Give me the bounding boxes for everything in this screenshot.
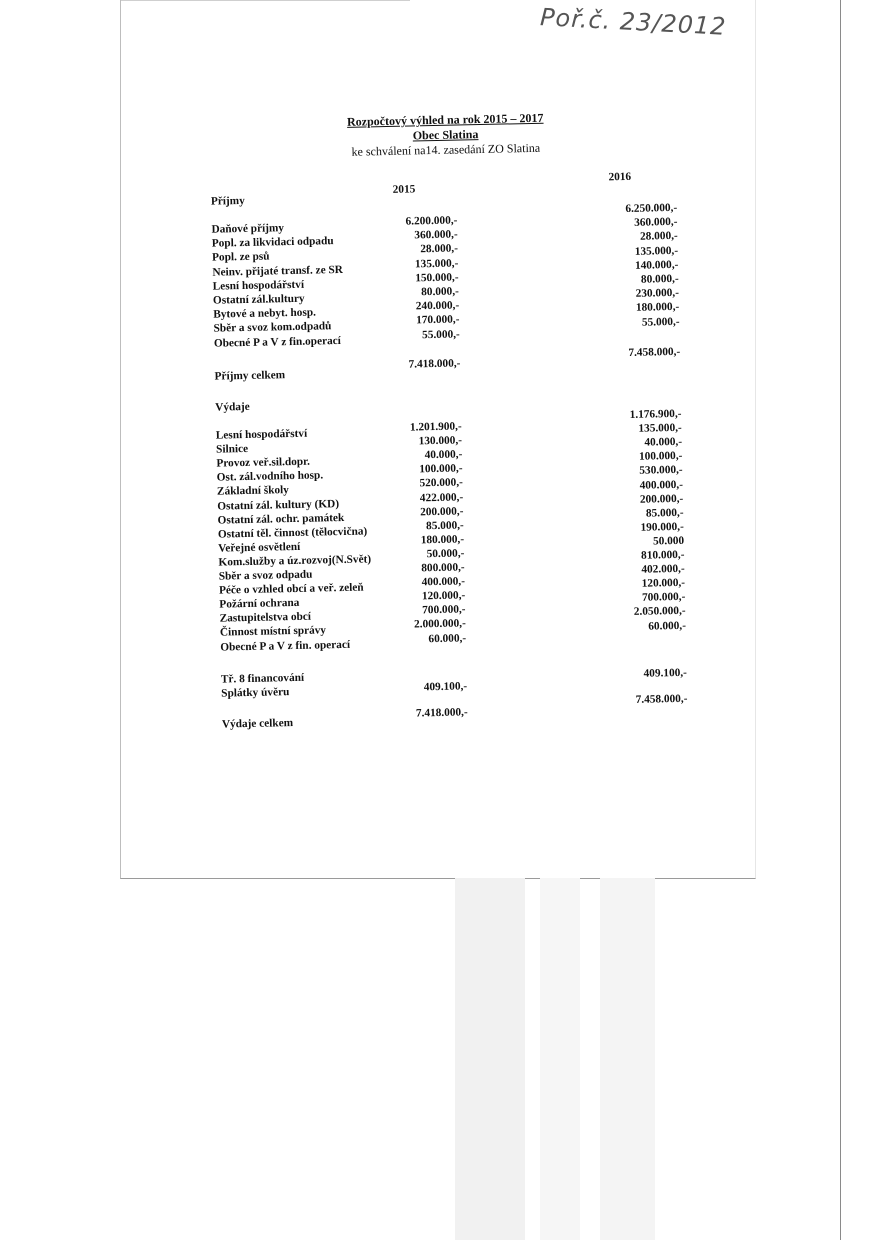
- expense-row-label: Základní školy: [216, 484, 290, 499]
- income-row-value-2015: 150.000,-: [415, 271, 459, 285]
- income-row-value-2016: 28.000,-: [639, 230, 678, 244]
- expense-row-label: Ostatní zál. kultury (KD): [217, 497, 340, 513]
- expense-row-value-2016: 810.000,-: [640, 548, 685, 562]
- income-row-value-2016: 80.000,-: [640, 272, 679, 286]
- expense-row-label: Obecné P a V z fin. operací: [220, 638, 351, 654]
- income-row-value-2015: 55.000,-: [421, 328, 460, 341]
- income-row-value-2016: 6.250.000,-: [625, 201, 678, 216]
- expenses-heading: Výdaje: [215, 400, 250, 414]
- column-header-2015: 2015: [392, 183, 416, 196]
- expenses-total-2016: 7.458.000,-: [635, 692, 688, 706]
- income-row-label: Obecné P a V z fin.operací: [213, 334, 341, 350]
- expense-row-value-2016: 700.000,-: [641, 591, 686, 605]
- expense-row-label: Požární ochrana: [219, 597, 300, 611]
- income-row-value-2016: 135.000,-: [634, 244, 679, 258]
- income-row-label: Bytové a nebyt. hosp.: [213, 306, 317, 321]
- income-row-label: Popl. ze psů: [211, 250, 270, 265]
- expense-row-value-2015: 2.000.000,-: [413, 617, 466, 631]
- income-row-value-2016: 360.000,-: [634, 216, 678, 230]
- scan-right-edge: [840, 0, 841, 1240]
- expense-row-value-2015: 85.000,-: [425, 519, 464, 532]
- expense-row-value-2015: 120.000,-: [421, 589, 466, 603]
- column-header-2016: 2016: [608, 170, 632, 184]
- loan-label: Splátky úvěru: [221, 686, 290, 700]
- income-row-value-2015: 240.000,-: [415, 299, 460, 313]
- expense-row-value-2015: 130.000,-: [418, 434, 463, 448]
- expense-row-value-2015: 50.000,-: [426, 547, 465, 561]
- income-row-value-2015: 170.000,-: [416, 313, 460, 327]
- expense-row-label: Péče o vzhled obcí a veř. zeleň: [218, 581, 364, 597]
- expense-row-label: Lesní hospodářství: [215, 427, 308, 442]
- expense-row-value-2016: 200.000,-: [639, 492, 684, 506]
- expense-row-value-2016: 85.000,-: [645, 506, 684, 520]
- income-row-label: Ostatní zál.kultury: [212, 292, 305, 307]
- expense-row-value-2016: 190.000,-: [640, 520, 684, 534]
- expense-row-label: Činnost místní správy: [219, 624, 327, 639]
- loan-2016: 409.100,-: [643, 666, 688, 680]
- expenses-total-2015: 7.418.000,-: [415, 706, 468, 720]
- income-total-label: Příjmy celkem: [214, 369, 286, 383]
- expense-row-label: Ostatní zál. ochr. památek: [217, 511, 345, 527]
- document-header: [335, 110, 556, 160]
- expense-row-value-2015: 800.000,-: [421, 561, 465, 575]
- document-subtitle: ke schválení na14. zasedání ZO Slatina: [351, 140, 541, 159]
- expense-row-value-2016: 120.000,-: [641, 577, 686, 590]
- income-row-value-2016: 140.000,-: [634, 258, 679, 272]
- handwritten-note: Poř.č. 23/2012: [539, 3, 728, 41]
- expense-row-label: Zastupitelstva obcí: [219, 610, 312, 625]
- expense-row-label: Ostatní těl. činnost (tělocvična): [217, 525, 368, 541]
- expense-row-value-2016: 402.000,-: [641, 562, 685, 576]
- expense-row-value-2016: 530.000,-: [639, 464, 683, 478]
- scan-streak: [455, 878, 525, 1240]
- financing-heading: Tř. 8 financování: [220, 671, 305, 686]
- expense-row-value-2015: 60.000,-: [428, 631, 467, 645]
- income-row-label: Lesní hospodářství: [212, 278, 305, 293]
- expense-row-value-2016: 100.000,-: [638, 450, 683, 464]
- income-row-value-2015: 6.200.000,-: [405, 214, 458, 228]
- expense-row-value-2015: 400.000,-: [421, 575, 466, 589]
- expense-row-value-2016: 60.000,-: [648, 619, 687, 633]
- expense-row-value-2016: 2.050.000,-: [633, 605, 686, 619]
- expense-row-value-2016: 135.000,-: [638, 421, 682, 435]
- income-total-2015: 7.418.000,-: [408, 357, 461, 371]
- expense-row-value-2015: 1.201.900,-: [409, 420, 462, 434]
- expense-row-value-2015: 40.000,-: [424, 448, 463, 462]
- income-row-value-2015: 360.000,-: [414, 228, 458, 242]
- income-row-label: Neinv. přijaté transf. ze SR: [212, 263, 344, 279]
- municipality-name: Obec Slatina: [412, 127, 479, 143]
- income-row-value-2015: 135.000,-: [414, 257, 459, 271]
- expense-row-label: Kom.služby a úz.rozvoj(N.Svět): [218, 553, 372, 569]
- expense-row-label: Veřejné osvětlení: [218, 540, 301, 555]
- income-row-label: Daňové příjmy: [211, 222, 285, 236]
- income-row-value-2016: 180.000,-: [635, 301, 680, 315]
- expense-row-value-2015: 422.000,-: [419, 490, 464, 504]
- expense-row-value-2015: 180.000,-: [420, 533, 465, 547]
- expense-row-value-2015: 200.000,-: [420, 505, 464, 518]
- expense-row-label: Silnice: [215, 443, 249, 456]
- expense-row-value-2016: 400.000,-: [639, 478, 684, 492]
- expense-row-value-2016: 40.000,-: [644, 436, 683, 449]
- scan-streak: [600, 878, 655, 1240]
- income-row-label: Popl. za likvidaci odpadu: [211, 235, 334, 250]
- expense-row-label: Sběr a svoz odpadu: [218, 568, 313, 583]
- expense-row-label: Provoz veř.sil.dopr.: [216, 455, 311, 470]
- income-row-value-2015: 28.000,-: [420, 242, 459, 256]
- loan-2015: 409.100,-: [423, 680, 468, 694]
- expense-row-value-2015: 520.000,-: [419, 476, 463, 490]
- income-heading: Příjmy: [210, 194, 245, 208]
- scan-streak: [540, 878, 580, 1240]
- expense-row-value-2016: 1.176.900,-: [629, 407, 682, 421]
- expenses-total-label: Výdaje celkem: [221, 717, 294, 731]
- expense-row-value-2015: 700.000,-: [422, 603, 466, 617]
- expense-row-label: Ost. zál.vodního hosp.: [216, 469, 324, 484]
- income-total-2016: 7.458.000,-: [628, 345, 681, 359]
- income-row-value-2015: 80.000,-: [421, 285, 459, 299]
- income-row-label: Sběr a svoz kom.odpadů: [213, 320, 332, 336]
- document-title: Rozpočtový výhled na rok 2015 – 2017: [346, 110, 544, 129]
- expense-row-value-2016: 50.000: [652, 534, 685, 548]
- expense-row-value-2015: 100.000,-: [419, 462, 463, 476]
- income-row-value-2016: 55.000,-: [641, 315, 680, 329]
- income-row-value-2016: 230.000,-: [635, 287, 680, 300]
